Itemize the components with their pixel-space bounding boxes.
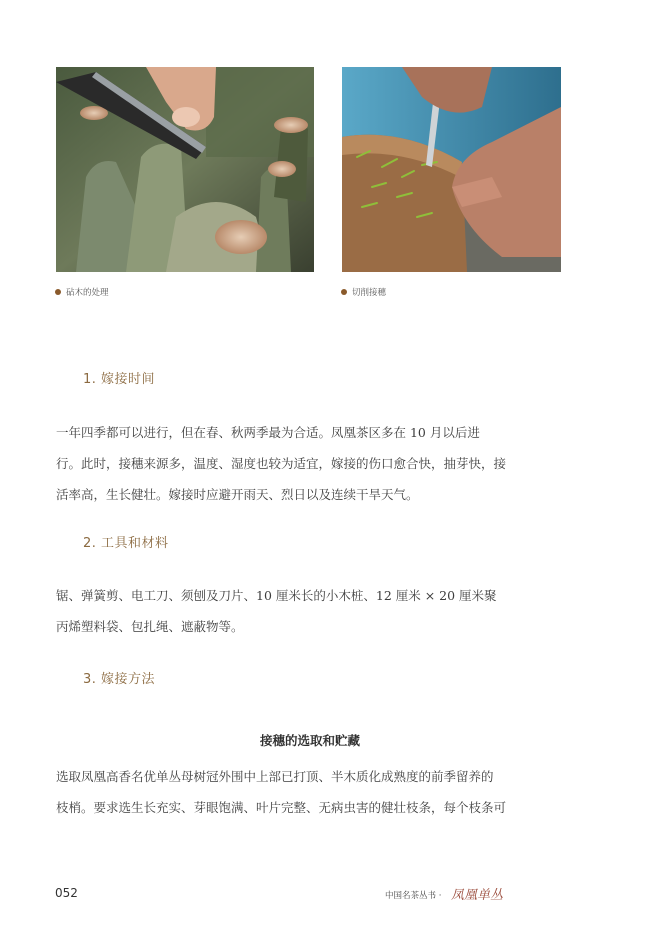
section-heading-tools: 2. 工具和材料 bbox=[83, 536, 169, 551]
rootstock-caption bbox=[55, 286, 109, 298]
grafting-time-paragraph bbox=[56, 417, 562, 510]
caption-bullet-icon bbox=[55, 289, 61, 295]
rootstock-photo bbox=[56, 67, 314, 272]
footer-series-name: 中国名茶丛书 · bbox=[385, 891, 442, 901]
scion-cutting-caption bbox=[341, 286, 386, 298]
paragraph-line: 行。此时，接穗来源多，温度、湿度也较为适宜，嫁接的伤口愈合快，抽芽快，接 bbox=[56, 456, 507, 471]
paragraph-line: 锯、弹簧剪、电工刀、须刨及刀片、10 厘米长的小木桩、12 厘米 × 20 厘米聚 bbox=[56, 588, 497, 603]
paragraph-line: 活率高，生长健壮。嫁接时应避开雨天、烈日以及连续干旱天气。 bbox=[56, 487, 419, 502]
caption-text: 砧木的处理 bbox=[66, 288, 109, 298]
tools-paragraph bbox=[56, 580, 562, 642]
scion-selection-paragraph bbox=[56, 761, 562, 823]
page-number: 052 bbox=[55, 886, 78, 900]
caption-text: 切削接穗 bbox=[352, 288, 387, 298]
section-heading-grafting-method: 3. 嫁接方法 bbox=[83, 672, 156, 687]
section-heading-grafting-time: 1. 嫁接时间 bbox=[83, 372, 156, 387]
footer-book-title: 凤凰单丛 bbox=[451, 888, 504, 903]
scion-cutting-image bbox=[342, 67, 561, 272]
sub-heading-scion-selection: 接穗的选取和贮藏 bbox=[259, 733, 360, 748]
paragraph-line: 丙烯塑料袋、包扎绳、遮蔽物等。 bbox=[56, 619, 244, 634]
paragraph-line: 一年四季都可以进行，但在春、秋两季最为合适。凤凰茶区多在 10 月以后进 bbox=[56, 425, 480, 440]
caption-bullet-icon bbox=[341, 289, 347, 295]
rootstock-image bbox=[56, 67, 314, 272]
paragraph-line: 选取凤凰高香名优单丛母树冠外围中上部已打顶、半木质化成熟度的前季留养的 bbox=[56, 769, 494, 784]
paragraph-line: 枝梢。要求选生长充实、芽眼饱满、叶片完整、无病虫害的健壮枝条，每个枝条可 bbox=[56, 800, 507, 815]
scion-cutting-photo bbox=[342, 67, 561, 272]
